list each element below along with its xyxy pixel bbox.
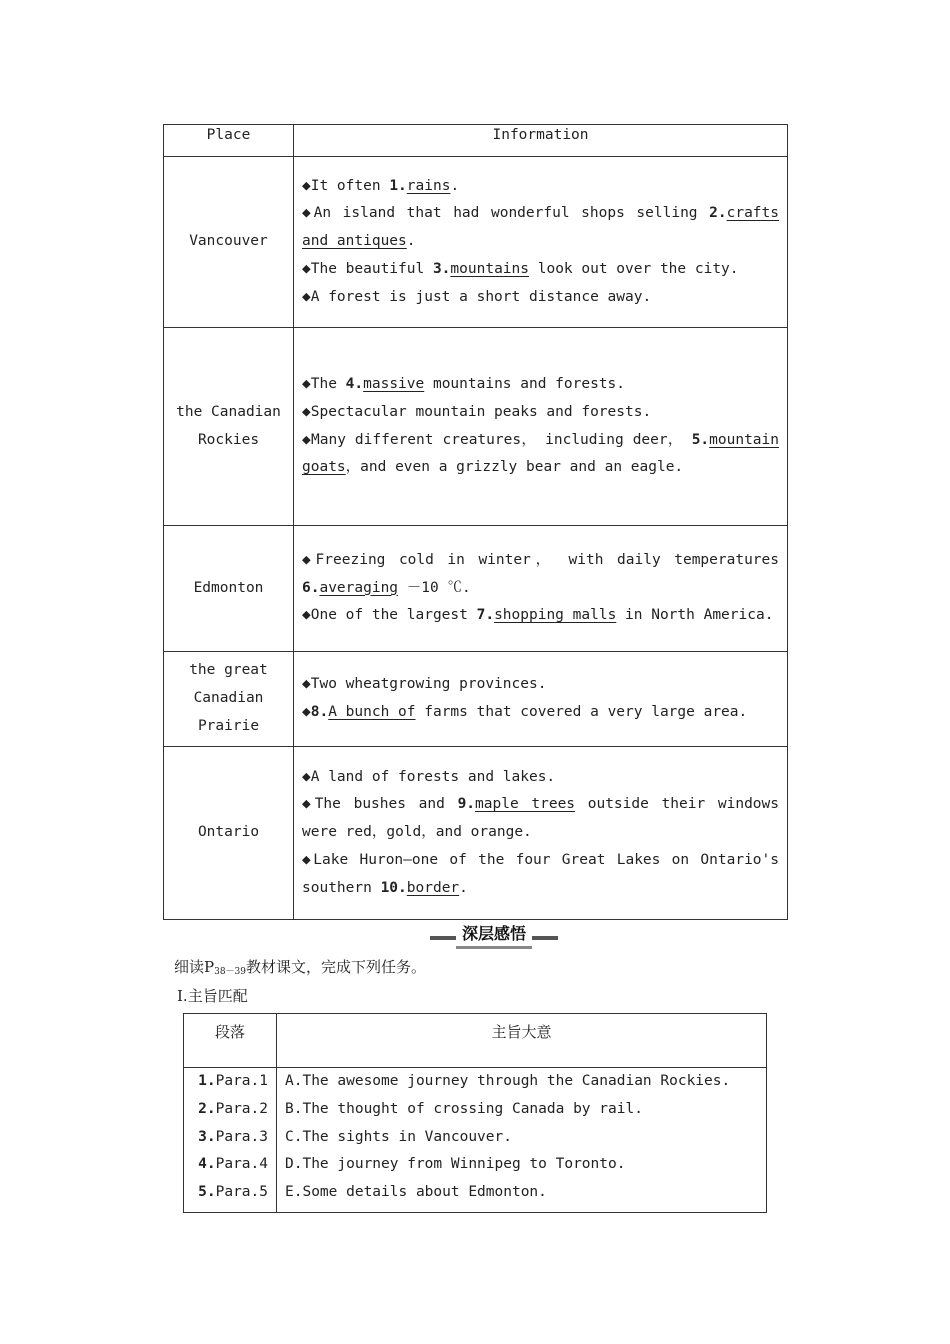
answer-blank: shopping malls xyxy=(494,607,617,624)
info-text: ◆One of the largest xyxy=(302,607,477,624)
blank-number: 8. xyxy=(310,704,329,720)
blank-number: 7. xyxy=(476,607,495,624)
answer-blank: mountain goats xyxy=(302,431,779,476)
place-cell xyxy=(164,526,294,652)
header-paragraph: 段落 xyxy=(184,1014,277,1068)
main-idea-matching-table xyxy=(183,1013,767,1213)
info-line xyxy=(302,602,779,630)
place-name-line: Ontario xyxy=(197,824,260,841)
paragraph-label: Para.3 xyxy=(215,1128,268,1145)
info-line xyxy=(302,427,779,483)
info-cell xyxy=(294,747,788,920)
item-number: 5. xyxy=(198,1184,216,1201)
info-text: mountains and forests. xyxy=(424,375,626,392)
blank-number: 2. xyxy=(709,205,727,222)
info-line xyxy=(302,847,779,903)
info-line xyxy=(302,547,779,603)
info-text: in North America. xyxy=(616,607,774,624)
paragraph-label: Para.4 xyxy=(215,1156,268,1173)
table-row xyxy=(164,157,788,328)
info-text: ◆A forest is just a short distance away. xyxy=(302,288,652,305)
info-line xyxy=(302,200,779,256)
header-place: Place xyxy=(164,125,294,157)
info-line xyxy=(302,173,779,201)
place-name-line: the great xyxy=(189,662,268,679)
place-name-line: the Canadian xyxy=(176,403,281,420)
header-information: Information xyxy=(294,125,788,157)
canada-places-table xyxy=(163,124,788,920)
info-text: look out over the city. xyxy=(529,260,739,277)
info-text: ◆Two wheatgrowing provinces. xyxy=(302,676,547,693)
place-cell xyxy=(164,157,294,328)
blank-number: 6. xyxy=(302,579,320,596)
item-number: 3. xyxy=(198,1128,216,1145)
table-row xyxy=(164,652,788,747)
main-idea-option: E.Some details about Edmonton. xyxy=(285,1184,547,1201)
answer-blank: border xyxy=(406,879,460,896)
answer-blank: mountains xyxy=(450,260,529,277)
info-text: ◆It often xyxy=(302,177,390,194)
info-text: ◆Freezing cold in winter， with daily temperatures xyxy=(302,551,779,568)
table-row xyxy=(184,1068,767,1213)
place-cell xyxy=(164,652,294,747)
info-cell xyxy=(294,652,788,747)
blank-number: 10. xyxy=(380,879,407,896)
main-idea-option: A.The awesome journey through the Canadian Rockies. xyxy=(285,1073,731,1089)
blank-number: 5. xyxy=(691,431,710,448)
place-name-line: Edmonton xyxy=(193,579,264,596)
info-text: ◆The bushes and xyxy=(302,796,458,813)
paragraph-item xyxy=(185,1179,268,1207)
table-header-row xyxy=(184,1014,767,1068)
main-idea-list-cell xyxy=(277,1068,767,1213)
answer-blank: A bunch of xyxy=(328,704,416,720)
section-banner xyxy=(430,922,558,948)
info-cell xyxy=(294,328,788,526)
instruction-suffix: 教材课文，完成下列任务。 xyxy=(246,958,427,976)
paragraph-item xyxy=(185,1124,268,1152)
info-line xyxy=(302,791,779,847)
table-header-row xyxy=(164,125,788,157)
paragraph-label: Para.5 xyxy=(215,1184,268,1201)
info-line xyxy=(302,284,779,312)
item-number: 2. xyxy=(198,1100,216,1117)
item-number: 1. xyxy=(198,1073,216,1089)
place-name-line: Rockies xyxy=(197,431,260,448)
paragraph-label: Para.2 xyxy=(215,1100,268,1117)
info-cell xyxy=(294,157,788,328)
main-idea-option: B.The thought of crossing Canada by rail. xyxy=(285,1100,643,1117)
info-text: ◆A land of forests and lakes. xyxy=(302,768,556,785)
paragraph-item xyxy=(185,1096,268,1124)
info-text: ◆Spectacular mountain peaks and forests. xyxy=(302,403,652,420)
table-row xyxy=(164,328,788,526)
table-row xyxy=(164,747,788,920)
info-text: ◆The xyxy=(302,375,346,392)
paragraph-list-cell xyxy=(184,1068,277,1213)
header-main-idea: 主旨大意 xyxy=(277,1014,767,1068)
info-line xyxy=(302,764,779,792)
info-text: . xyxy=(459,879,468,896)
info-text: farms that covered a very large area. xyxy=(415,704,748,720)
answer-blank: averaging xyxy=(319,579,399,596)
info-text: . xyxy=(406,233,416,250)
info-text: ◆An island that had wonderful shops selling xyxy=(302,205,710,222)
paragraph-label: Para.1 xyxy=(215,1073,268,1089)
place-name-line: Prairie xyxy=(197,717,260,734)
answer-blank: rains xyxy=(406,177,451,194)
table-row xyxy=(164,526,788,652)
answer-blank: crafts and antiques xyxy=(302,205,779,250)
info-line xyxy=(302,671,779,699)
main-idea-option: C.The sights in Vancouver. xyxy=(285,1128,512,1145)
info-text: ◆Many different creatures， including deer， xyxy=(302,431,692,448)
info-line xyxy=(302,256,779,284)
place-cell xyxy=(164,747,294,920)
paragraph-item xyxy=(185,1151,268,1179)
blank-number: 9. xyxy=(457,796,476,813)
section-title: Ⅰ.主旨匹配 xyxy=(177,987,248,1005)
answer-blank: maple trees xyxy=(475,796,576,813)
info-text: outside their windows were red，gold，and orange. xyxy=(302,796,779,841)
paragraph-item xyxy=(185,1068,268,1096)
place-name-line: Canadian xyxy=(193,690,264,707)
place-cell xyxy=(164,328,294,526)
info-line xyxy=(302,399,779,427)
main-idea-option: D.The journey from Winnipeg to Toronto. xyxy=(285,1156,626,1173)
info-line xyxy=(302,699,779,727)
info-text: ◆The beautiful xyxy=(302,260,433,277)
info-text: ◆ xyxy=(302,704,311,720)
item-number: 4. xyxy=(198,1156,216,1173)
info-text: ，and even a grizzly bear and an eagle. xyxy=(345,459,684,476)
instruction-prefix: 细读P xyxy=(174,958,215,976)
info-cell xyxy=(294,526,788,652)
instruction-line xyxy=(174,956,426,977)
info-line xyxy=(302,371,779,399)
info-text: ◆Lake Huron—one of the four Great Lakes on Ontario's southern xyxy=(302,851,779,896)
answer-blank: massive xyxy=(363,375,425,392)
blank-number: 4. xyxy=(345,375,364,392)
blank-number: 1. xyxy=(389,177,407,194)
blank-number: 3. xyxy=(432,260,451,277)
info-text: －10 ℃. xyxy=(398,579,471,596)
instruction-pages: 38－39 xyxy=(214,967,246,977)
info-text: . xyxy=(450,177,460,194)
place-name-line: Vancouver xyxy=(189,233,268,250)
banner-title: 深层感悟 xyxy=(456,922,532,949)
